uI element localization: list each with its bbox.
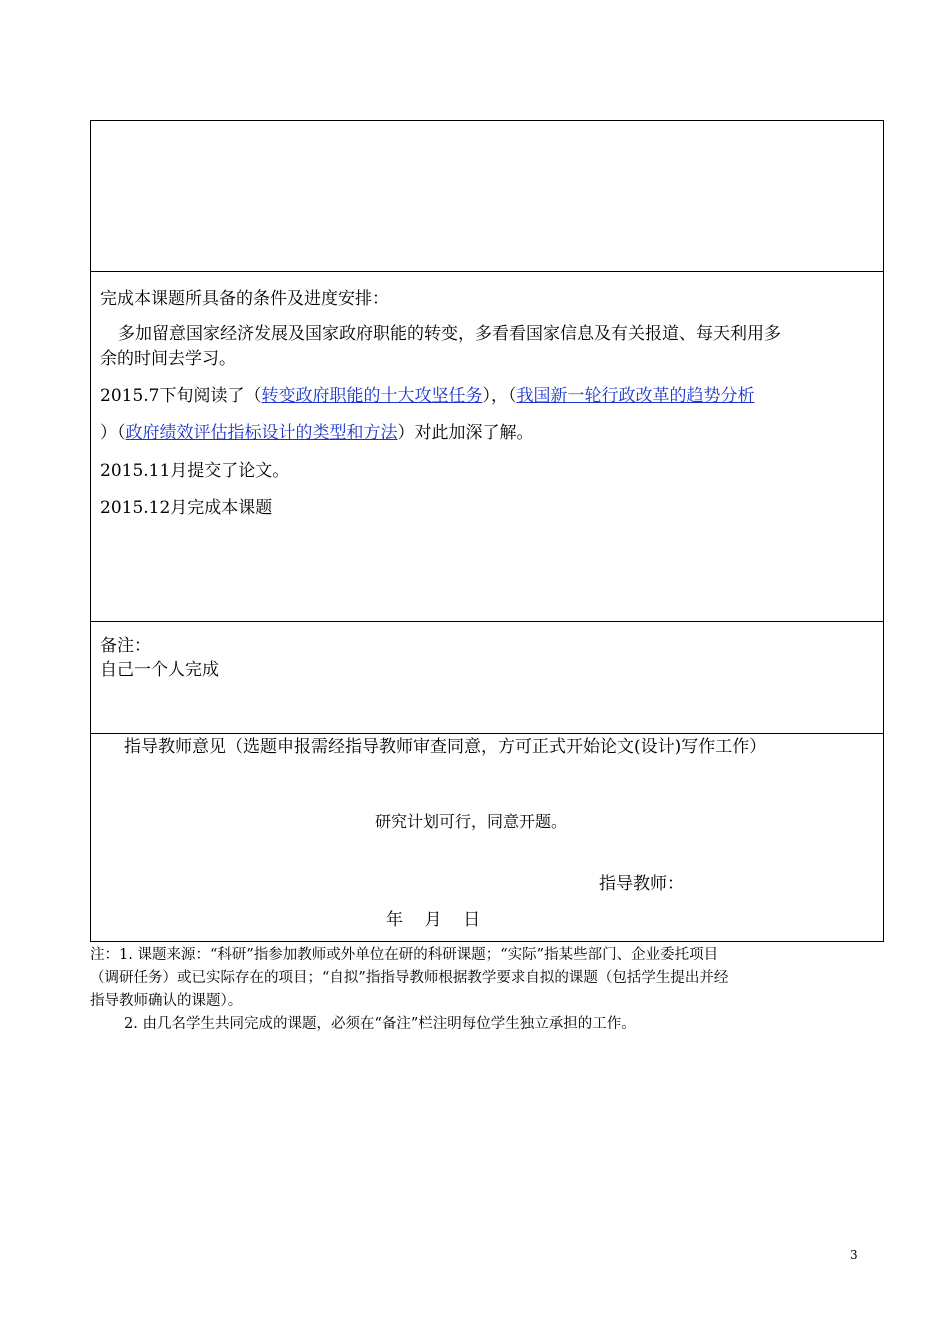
reading-mid: ），（ xyxy=(482,386,517,406)
reference-link-1[interactable]: 转变政府职能的十大攻坚任务 xyxy=(261,386,483,406)
advisor-heading: 指导教师意见（选题申报需经指导教师审查同意，方可正式开始论文(设计)写作工作） xyxy=(124,737,767,757)
advisor-cell xyxy=(91,733,883,943)
date-label: 年 月 日 xyxy=(386,910,481,930)
remarks-label: 备注： xyxy=(100,636,151,656)
reading-line2-prefix: ）（ xyxy=(100,423,126,443)
remarks-text: 自己一个人完成 xyxy=(100,660,219,680)
conditions-cell xyxy=(91,271,883,621)
proposal-table xyxy=(90,120,884,942)
conditions-heading: 完成本课题所具备的条件及进度安排： xyxy=(100,289,389,309)
reference-link-3[interactable]: 政府绩效评估指标设计的类型和方法 xyxy=(125,423,398,443)
progress-item-nov: 2015.11月提交了论文。 xyxy=(100,461,290,481)
progress-item-dec: 2015.12月完成本课题 xyxy=(100,498,273,518)
footnote-line4: 2. 由几名学生共同完成的课题，必须在“备注”栏注明每位学生独立承担的工作。 xyxy=(124,1016,636,1032)
footnote-line2: （调研任务）或已实际存在的项目；“自拟”指指导教师根据教学要求自拟的课题（包括学生提出并经 xyxy=(90,970,729,986)
reference-link-2[interactable]: 我国新一轮行政改革的趋势分析 xyxy=(516,386,755,406)
conditions-paragraph-line2: 余的时间去学习。 xyxy=(100,349,236,369)
reading-suffix: ）对此加深了解。 xyxy=(397,423,534,443)
advisor-signature-label: 指导教师： xyxy=(599,874,684,894)
conditions-paragraph-line1: 多加留意国家经济发展及国家政府职能的转变，多看看国家信息及有关报道、每天利用多 xyxy=(118,324,781,344)
advisor-opinion: 研究计划可行，同意开题。 xyxy=(375,812,568,831)
footnote-line3: 指导教师确认的课题）。 xyxy=(90,993,243,1009)
reading-line2 xyxy=(100,422,534,444)
footnote-line1: 注：1. 课题来源：“科研”指参加教师或外单位在研的科研课题；“实际”指某些部门、企业委托项目 xyxy=(90,947,719,963)
footnote xyxy=(90,944,880,1036)
reading-prefix: 2015.7下旬阅读了（ xyxy=(100,386,262,406)
page-number: 3 xyxy=(850,1248,858,1262)
empty-cell xyxy=(91,121,883,271)
reading-line1 xyxy=(100,385,754,407)
remarks-cell xyxy=(91,621,883,733)
